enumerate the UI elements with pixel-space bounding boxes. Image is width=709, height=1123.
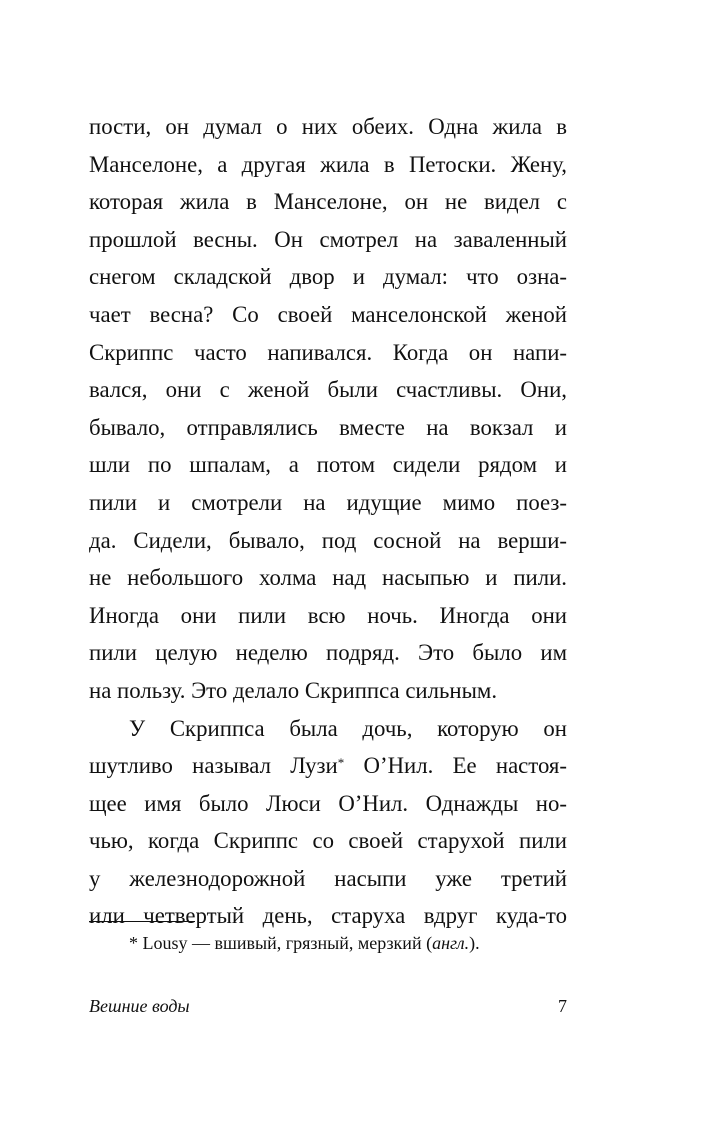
running-title: Вешние воды [89, 996, 190, 1016]
text-line: прошлой весны. Он смотрел на заваленный [89, 226, 567, 252]
footnote-language-abbrev: англ. [432, 933, 470, 953]
text-line: Иногда они пили всю ночь. Иногда они [89, 602, 567, 628]
page-number: 7 [558, 996, 567, 1016]
text-line: щее имя было Люси О’Нил. Однажды но- [89, 790, 567, 816]
text-line: у железнодорожной насыпи уже третий [89, 865, 567, 891]
text-line: чает весна? Со своей манселонской женой [89, 301, 567, 327]
text-line: снегом складской двор и думал: что озна- [89, 264, 567, 290]
footnote-closing: ). [469, 933, 480, 953]
text-line-with-footnote-ref [89, 747, 567, 785]
body-text [89, 108, 567, 935]
footnote-text: Lousy — вшивый, грязный, мерзкий ( [142, 933, 433, 953]
footnote [129, 931, 569, 955]
text-line: пили и смотрели на идущие мимо поез- [89, 489, 567, 515]
text-line: вался, они с женой были счастливы. Они, [89, 377, 567, 403]
paragraph-last-line: на пользу. Это делало Скриппса сильным. [89, 677, 498, 703]
text-line: пости, он думал о них обеих. Одна жила в [89, 114, 567, 139]
text-line: шли по шпалам, а потом сидели рядом и [89, 452, 567, 478]
text-segment: шутливо называл Лузи [89, 753, 338, 779]
text-line: чью, когда Скриппс со своей старухой пили [89, 828, 567, 854]
text-line: или четвертый день, старуха вдруг куда-то [89, 903, 567, 929]
text-line: которая жила в Манселоне, он не видел с [89, 189, 567, 215]
footnote-divider [89, 921, 195, 922]
text-line: бывало, отправлялись вместе на вокзал и [89, 414, 567, 440]
text-line: пили целую неделю подряд. Это было им [89, 640, 567, 666]
footnote-marker: * [129, 933, 138, 953]
text-line: да. Сидели, бывало, под сосной на верши- [89, 527, 567, 553]
footnote-reference-mark: * [337, 755, 345, 771]
text-line: Скриппс часто напивался. Когда он напи- [89, 339, 567, 365]
text-segment: О’Нил. Ее настоя- [363, 753, 568, 779]
paragraph-first-line: У Скриппса была дочь, которую он [129, 715, 567, 741]
text-line: Манселоне, а другая жила в Петоски. Жену, [89, 151, 567, 177]
text-line: не небольшого холма над насыпью и пили. [89, 565, 567, 591]
